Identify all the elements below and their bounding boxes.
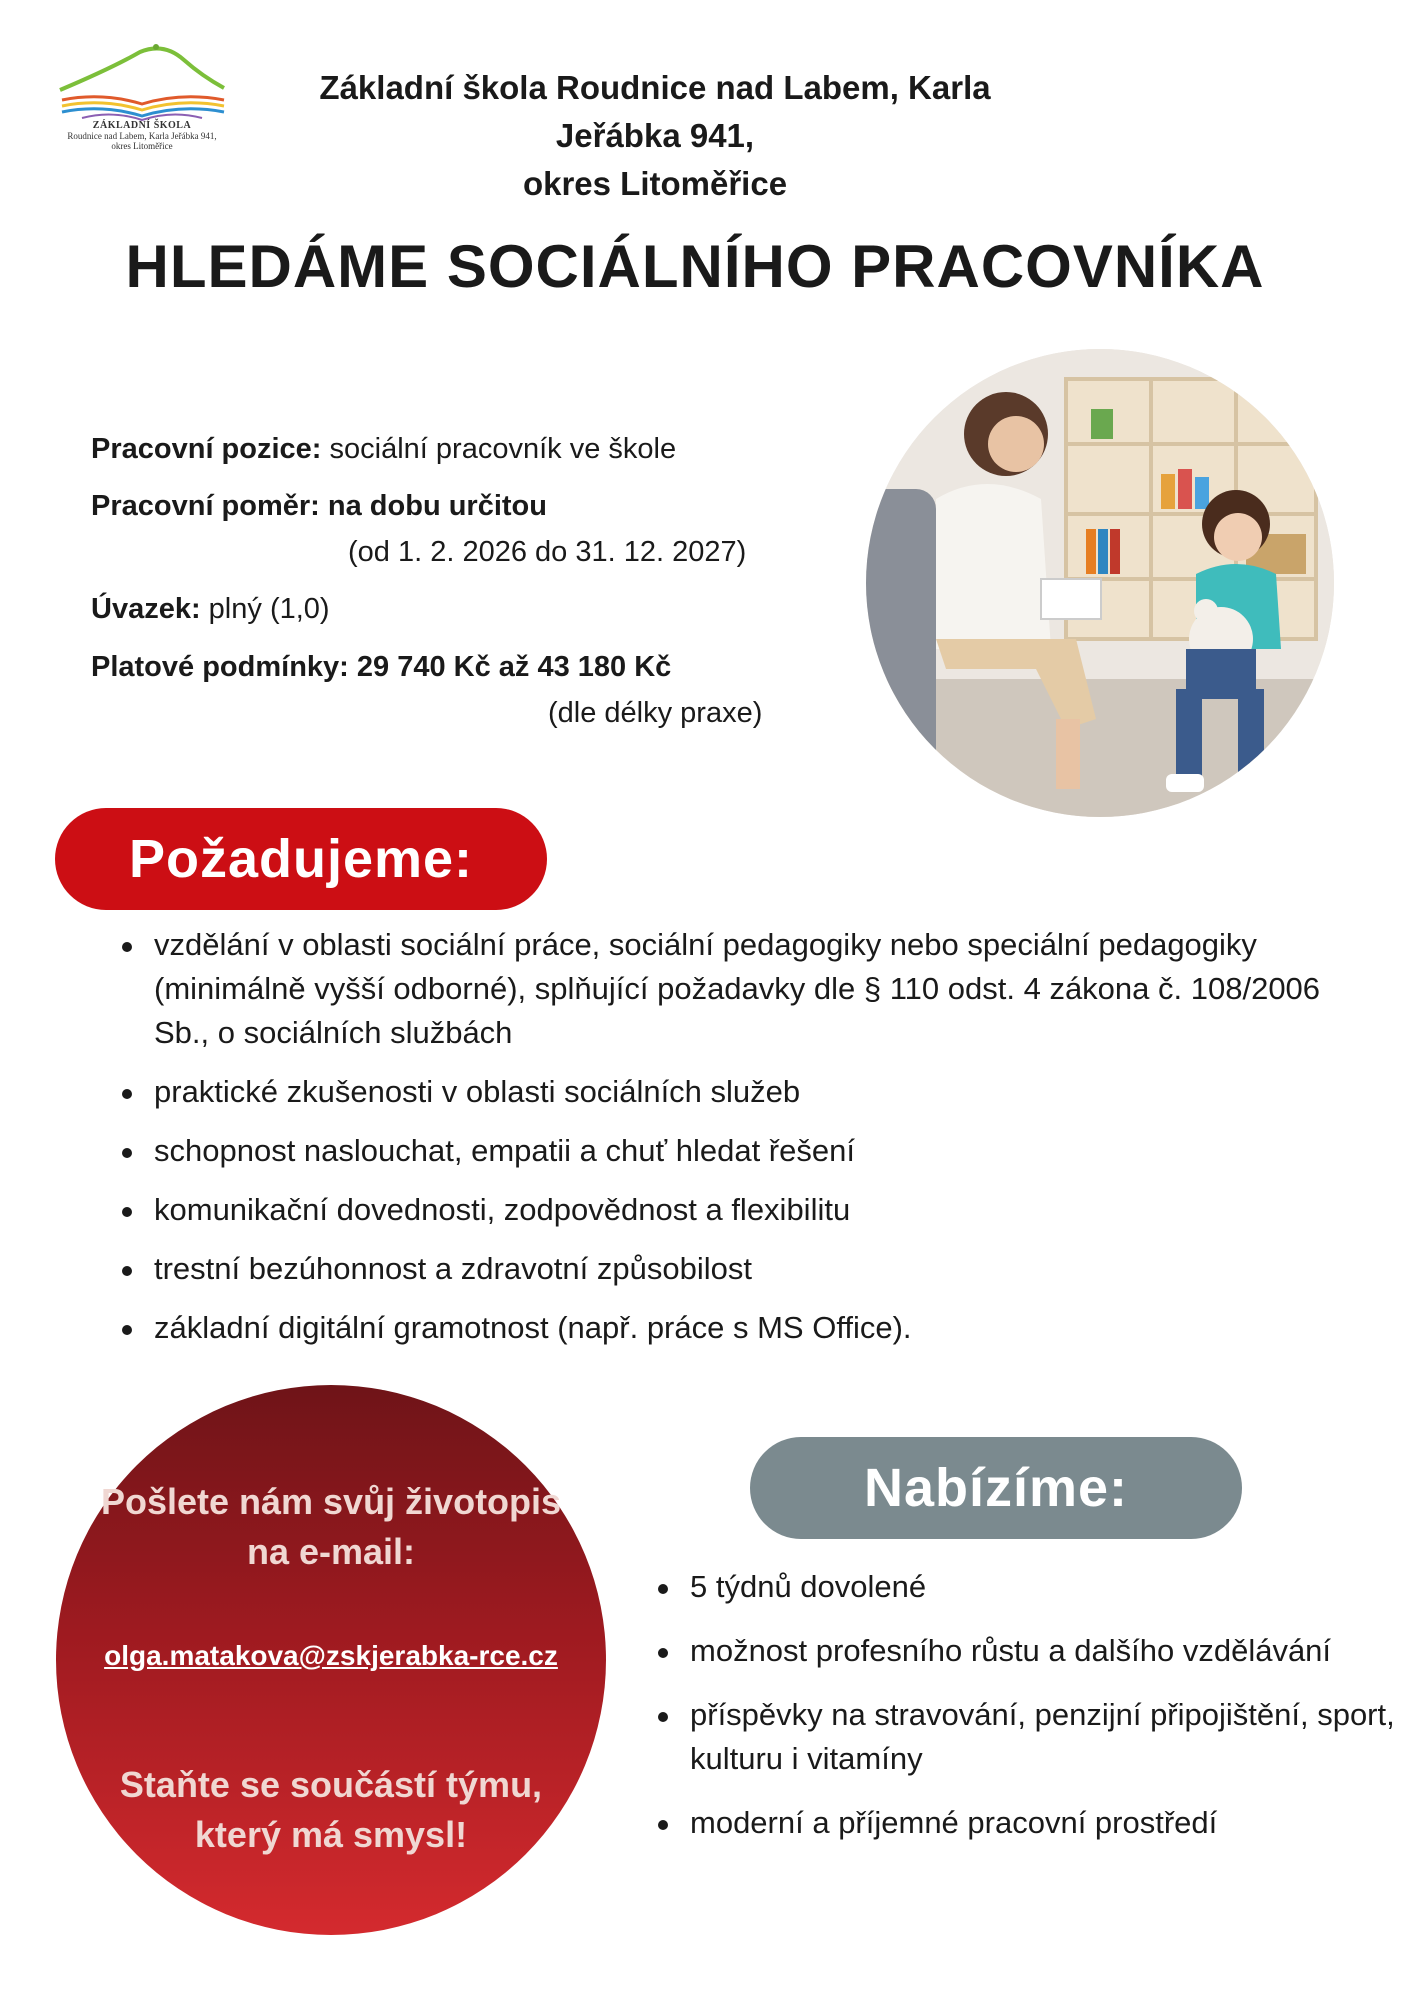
requirement-item: komunikační dovednosti, zodpovědnost a flexibilitu (120, 1188, 1350, 1232)
page-title: HLEDÁME SOCIÁLNÍHO PRACOVNÍKA (125, 233, 1265, 300)
school-name-line1: Základní škola Roudnice nad Labem, Karla Jeřábka 941, (319, 69, 991, 154)
logo-district: okres Litoměřice (111, 141, 173, 151)
requirement-item: trestní bezúhonnost a zdravotní způsobilost (120, 1247, 1350, 1291)
offer-heading: Nabízíme: (750, 1437, 1242, 1539)
offer-list (656, 1565, 1396, 1865)
employment-note: (od 1. 2. 2026 do 31. 12. 2027) (348, 536, 747, 568)
offer-item: moderní a příjemné pracovní prostředí (656, 1801, 1396, 1845)
requirements-list (120, 923, 1350, 1365)
requirements-heading: Požadujeme: (55, 808, 547, 910)
requirement-item: schopnost naslouchat, empatii a chuť hledat řešení (120, 1129, 1350, 1173)
contact-email-link[interactable]: olga.matakova@zskjerabka-rce.cz (104, 1640, 558, 1671)
school-name-line2: okres Litoměřice (522, 165, 788, 202)
workload-label: Úvazek: (91, 593, 201, 625)
requirement-item: základní digitální gramotnost (např. práce s MS Office). (120, 1306, 1350, 1350)
info-position (91, 432, 676, 466)
offer-item: 5 týdnů dovolené (656, 1565, 1396, 1609)
hill-book-logo-icon (52, 38, 232, 122)
school-logo (52, 38, 232, 158)
info-salary (91, 650, 671, 684)
logo-title: ZÁKLADNÍ ŠKOLA (92, 120, 192, 131)
contact-slogan: Staňte se součástí týmu, který má smysl! (119, 1764, 543, 1855)
salary-label: Platové podmínky: 29 740 Kč až 43 180 Kč (91, 651, 672, 683)
contact-circle (56, 1385, 606, 1935)
offer-item: příspěvky na stravování, penzijní připojištění, sport, kulturu i vitamíny (656, 1693, 1396, 1781)
contact-prompt: Pošlete nám svůj životopis na e-mail: (100, 1481, 562, 1572)
school-name (270, 64, 1040, 208)
position-value: sociální pracovník ve škole (321, 433, 677, 465)
counseling-photo (866, 349, 1334, 817)
logo-address: Roudnice nad Labem, Karla Jeřábka 941, (67, 131, 217, 141)
position-label: Pracovní pozice: (91, 433, 322, 465)
employment-label: Pracovní poměr: na dobu určitou (91, 490, 547, 522)
info-workload (91, 592, 330, 626)
salary-note: (dle délky praxe) (548, 697, 763, 729)
requirement-item: praktické zkušenosti v oblasti sociálních služeb (120, 1070, 1350, 1114)
info-employment (91, 489, 547, 523)
requirement-item: vzdělání v oblasti sociální práce, sociální pedagogiky nebo speciální pedagogiky (minimálně vyšší odborné), splňující požadavky dle § 110 odst. 4 zákona č. 108/2006 Sb., o sociálních službách (120, 923, 1350, 1055)
workload-value: plný (1,0) (200, 593, 330, 625)
offer-item: možnost profesního růstu a dalšího vzdělávání (656, 1629, 1396, 1673)
